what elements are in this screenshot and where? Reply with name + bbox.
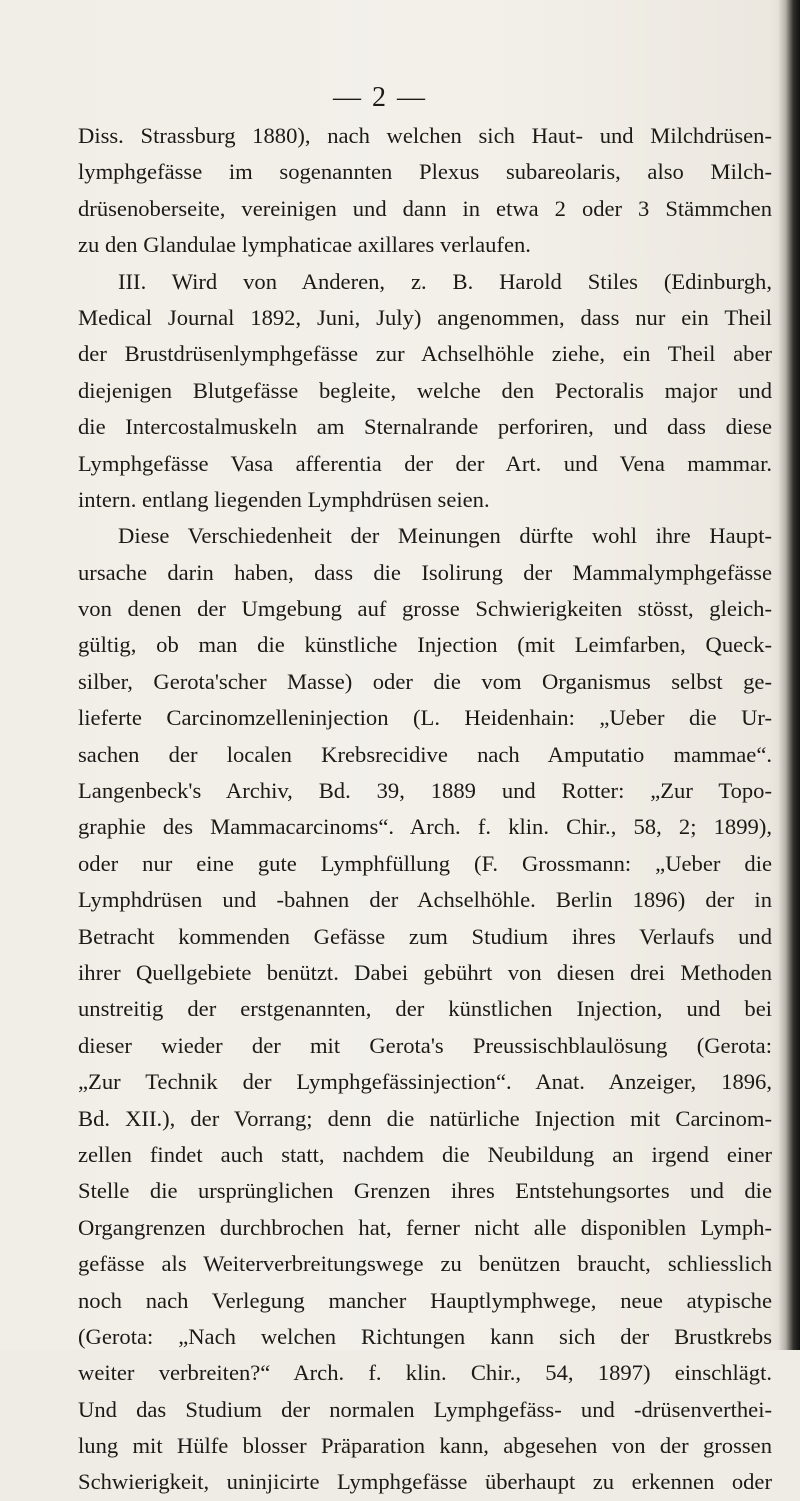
text-line: graphie des Mammacarcinoms“. Arch. f. klin. Chir., 58, 2; 1899), bbox=[78, 814, 772, 840]
text-line: III. Wird von Anderen, z. B. Harold Stiles (Edinburgh, bbox=[118, 268, 772, 294]
text-line: ursache darin haben, dass die Isolirung der Mammalymphgefässe bbox=[78, 559, 772, 585]
text-line: zu den Glandulae lymphaticae axillares verlaufen. bbox=[78, 232, 531, 258]
text-line: die Intercostalmuskeln am Sternalrande perforiren, und dass diese bbox=[78, 414, 772, 440]
text-line: silber, Gerota'scher Masse) oder die vom Organismus selbst ge- bbox=[78, 668, 772, 694]
text-line: Diese Verschiedenheit der Meinungen dürfte wohl ihre Haupt- bbox=[118, 523, 772, 549]
text-line: sachen der localen Krebsrecidive nach Amputatio mammae“. bbox=[78, 741, 772, 767]
text-line: Stelle die ursprünglichen Grenzen ihres Entstehungsortes und die bbox=[78, 1178, 772, 1204]
text-line: diejenigen Blutgefässe begleite, welche den Pectoralis major und bbox=[78, 377, 772, 403]
text-line: weiter verbreiten?“ Arch. f. klin. Chir., 54, 1897) einschlägt. bbox=[78, 1360, 772, 1386]
page-number: — 2 — bbox=[333, 82, 427, 113]
text-line: Lymphgefässe Vasa afferentia der der Art. und Vena mammar. bbox=[78, 450, 772, 476]
text-line: (Gerota: „Nach welchen Richtungen kann sich der Brustkrebs bbox=[78, 1323, 772, 1349]
text-line: zellen findet auch statt, nachdem die Neubildung an irgend einer bbox=[78, 1141, 772, 1167]
text-line: Langenbeck's Archiv, Bd. 39, 1889 und Rotter: „Zur Topo- bbox=[78, 778, 772, 804]
text-line: gefässe als Weiterverbreitungswege zu benützen braucht, schliesslich bbox=[78, 1251, 772, 1277]
text-line: dieser wieder der mit Gerota's Preussischblaulösung (Gerota: bbox=[78, 1032, 772, 1058]
text-line: Und das Studium der normalen Lymphgefäss- und -drüsenverthei- bbox=[78, 1396, 772, 1422]
text-line: lymphgefässe im sogenannten Plexus subareolaris, also Milch- bbox=[78, 159, 772, 185]
text-line: Betracht kommenden Gefässe zum Studium ihres Verlaufs und bbox=[78, 923, 772, 949]
text-line: Lymphdrüsen und -bahnen der Achselhöhle. Berlin 1896) der in bbox=[78, 887, 772, 913]
text-line: unstreitig der erstgenannten, der künstlichen Injection, und bei bbox=[78, 996, 772, 1022]
body-text bbox=[78, 118, 772, 1501]
text-line: Organgrenzen durchbrochen hat, ferner nicht alle disponiblen Lymph- bbox=[78, 1214, 772, 1240]
text-line: von denen der Umgebung auf grosse Schwierigkeiten stösst, gleich- bbox=[78, 596, 772, 622]
text-line: oder nur eine gute Lymphfüllung (F. Grossmann: „Ueber die bbox=[78, 850, 772, 876]
book-spine-shadow bbox=[778, 0, 800, 1350]
text-line: intern. entlang liegenden Lymphdrüsen seien. bbox=[78, 486, 490, 512]
text-line: Schwierigkeit, uninjicirte Lymphgefässe überhaupt zu erkennen oder bbox=[78, 1469, 772, 1495]
text-line: lieferte Carcinomzelleninjection (L. Heidenhain: „Ueber die Ur- bbox=[78, 705, 772, 731]
text-line: noch nach Verlegung mancher Hauptlymphwege, neue atypische bbox=[78, 1287, 772, 1313]
text-line: Medical Journal 1892, Juni, July) angenommen, dass nur ein Theil bbox=[78, 304, 772, 330]
text-line: der Brustdrüsenlymphgefässe zur Achselhöhle ziehe, ein Theil aber bbox=[78, 341, 772, 367]
text-line: Diss. Strassburg 1880), nach welchen sich Haut- und Milchdrüsen- bbox=[78, 123, 772, 148]
text-line: ihrer Quellgebiete benützt. Dabei gebührt von diesen drei Methoden bbox=[78, 959, 772, 985]
text-line: Bd. XII.), der Vorrang; denn die natürliche Injection mit Carcinom- bbox=[78, 1105, 772, 1131]
text-line: drüsenoberseite, vereinigen und dann in etwa 2 oder 3 Stämmchen bbox=[78, 195, 772, 221]
text-line: „Zur Technik der Lymphgefässinjection“. Anat. Anzeiger, 1896, bbox=[78, 1069, 772, 1095]
text-line: lung mit Hülfe blosser Präparation kann, abgesehen von der grossen bbox=[78, 1433, 772, 1459]
text-line: gültig, ob man die künstliche Injection (mit Leimfarben, Queck- bbox=[78, 632, 772, 658]
